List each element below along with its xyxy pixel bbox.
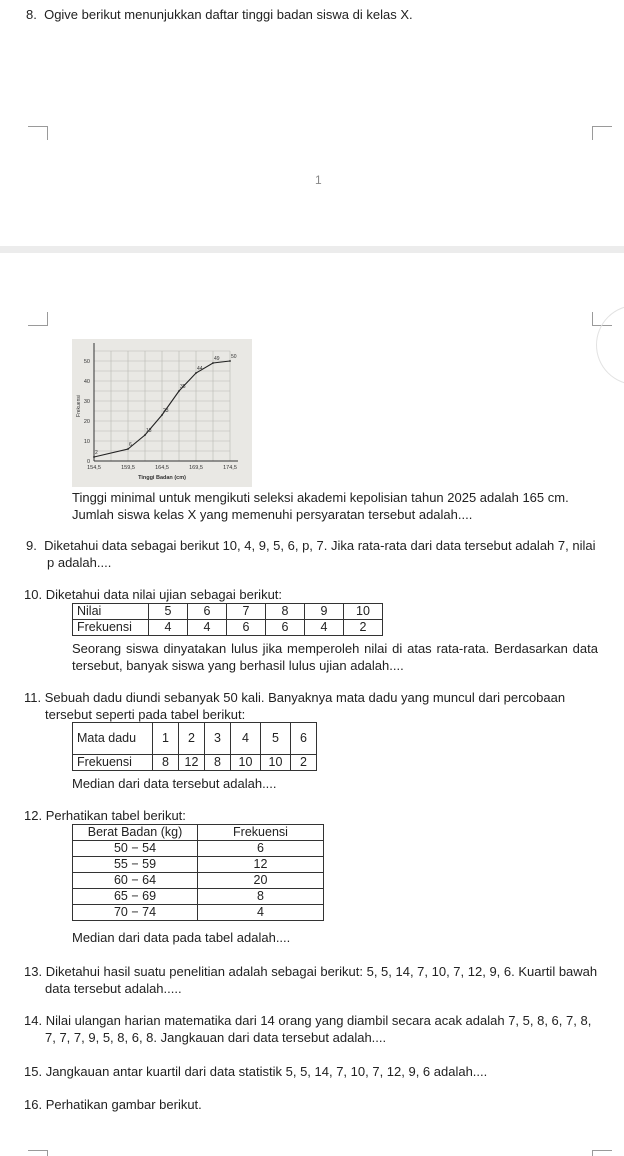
page-corner-mark bbox=[592, 126, 612, 140]
data-point bbox=[229, 360, 231, 362]
data-label: 23 bbox=[163, 408, 169, 414]
table-cell: Frekuensi bbox=[73, 620, 149, 636]
y-tick-label: 50 bbox=[83, 359, 90, 365]
data-label: 35 bbox=[180, 384, 186, 390]
table-cell: 2 bbox=[344, 620, 383, 636]
question-10-after: Seorang siswa dinyatakan lulus jika memperoleh nilai di atas rata-rata. Berdasarkan data tersebut, banyak siswa yang berhasil lulus ujian adalah.... bbox=[72, 641, 598, 673]
table-cell: 5 bbox=[149, 604, 188, 620]
page-corner-mark bbox=[28, 312, 48, 326]
x-tick-label: 169,5 bbox=[189, 465, 203, 471]
table-row bbox=[73, 841, 324, 857]
question-8-continuation: Tinggi minimal untuk mengikuti seleksi akademi kepolisian tahun 2025 adalah 165 cm. Jumlah siswa kelas X yang memenuhi persyaratan tersebut adalah.... bbox=[72, 490, 569, 522]
question-number: 16. bbox=[24, 1097, 43, 1112]
question-11 bbox=[24, 689, 600, 723]
question-text: Diketahui data sebagai berikut 10, 4, 9, 5, 6, p, 7. Jika rata-rata dari data tersebut adalah 7, nilai p adalah.... bbox=[44, 538, 596, 570]
table-cell: 6 bbox=[291, 723, 317, 755]
question-number: 12. bbox=[24, 808, 43, 823]
page-corner-mark bbox=[592, 1150, 612, 1156]
table-cell: Nilai bbox=[73, 604, 149, 620]
table-cell: 12 bbox=[198, 857, 324, 873]
table-cell: 50 − 54 bbox=[73, 841, 198, 857]
data-point bbox=[144, 434, 146, 436]
table-row bbox=[73, 604, 383, 620]
question-text: Jangkauan antar kuartil dari data statistik 5, 5, 14, 7, 10, 7, 12, 9, 6 adalah.... bbox=[45, 1064, 488, 1079]
y-tick-label: 10 bbox=[83, 439, 90, 445]
table-cell: 6 bbox=[227, 620, 266, 636]
question-12 bbox=[24, 807, 598, 824]
table-cell: 70 − 74 bbox=[73, 905, 198, 921]
table-cell: 8 bbox=[205, 755, 231, 771]
question-number: 9. bbox=[26, 538, 37, 553]
question-text: Perhatikan gambar berikut. bbox=[45, 1097, 202, 1112]
table-cell: 4 bbox=[149, 620, 188, 636]
table-cell: 8 bbox=[153, 755, 179, 771]
question-10 bbox=[24, 586, 598, 603]
table-cell: 9 bbox=[305, 604, 344, 620]
table-cell: 1 bbox=[153, 723, 179, 755]
table-row bbox=[73, 723, 317, 755]
table-row bbox=[73, 873, 324, 889]
page-corner-mark bbox=[28, 1150, 48, 1156]
y-tick-label: 30 bbox=[83, 399, 90, 405]
table-header-cell: Berat Badan (kg) bbox=[73, 825, 198, 841]
question-number: 10. bbox=[24, 587, 43, 602]
question-text: Diketahui hasil suatu penelitian adalah sebagai berikut: 5, 5, 14, 7, 10, 7, 12, 9, 6. Kuartil bawah data tersebut adalah..... bbox=[45, 964, 598, 996]
data-label: 2 bbox=[95, 450, 98, 456]
question-number: 8. bbox=[26, 7, 37, 22]
question-12-after: Median dari data pada tabel adalah.... bbox=[72, 930, 291, 945]
page-corner-mark bbox=[28, 126, 48, 140]
dadu-table bbox=[72, 722, 317, 771]
data-point bbox=[178, 390, 180, 392]
data-label: 13 bbox=[146, 428, 152, 434]
question-text: Perhatikan tabel berikut: bbox=[45, 808, 186, 823]
table-cell: 65 − 69 bbox=[73, 889, 198, 905]
table-cell: 12 bbox=[179, 755, 205, 771]
question-15 bbox=[24, 1063, 602, 1080]
ogive-chart-svg bbox=[72, 339, 252, 487]
y-tick-label: 40 bbox=[83, 379, 90, 385]
question-text: Sebuah dadu diundi sebanyak 50 kali. Banyaknya mata dadu yang muncul dari percobaan tersebut seperti pada tabel berikut: bbox=[44, 690, 566, 722]
table-cell: 4 bbox=[198, 905, 324, 921]
question-text: Ogive berikut menunjukkan daftar tinggi badan siswa di kelas X. bbox=[44, 7, 413, 22]
question-14 bbox=[24, 1012, 602, 1046]
question-16 bbox=[24, 1096, 598, 1113]
table-cell: 3 bbox=[205, 723, 231, 755]
table-cell: 7 bbox=[227, 604, 266, 620]
page-number: 1 bbox=[315, 173, 322, 187]
table-cell: 60 − 64 bbox=[73, 873, 198, 889]
y-tick-label: 0 bbox=[86, 459, 90, 465]
x-tick-label: 164,5 bbox=[155, 465, 169, 471]
question-9 bbox=[26, 537, 600, 571]
data-label: 49 bbox=[214, 356, 220, 362]
page-divider bbox=[0, 246, 624, 253]
table-cell: 6 bbox=[198, 841, 324, 857]
question-number: 15. bbox=[24, 1064, 43, 1079]
table-row bbox=[73, 755, 317, 771]
table-row bbox=[73, 857, 324, 873]
table-header-cell: Frekuensi bbox=[198, 825, 324, 841]
question-number: 13. bbox=[24, 964, 43, 979]
table-header-row bbox=[73, 825, 324, 841]
table-cell: 8 bbox=[266, 604, 305, 620]
question-number: 11. bbox=[24, 690, 42, 705]
table-cell: 6 bbox=[266, 620, 305, 636]
data-point bbox=[127, 448, 129, 450]
table-cell: Mata dadu bbox=[73, 723, 153, 755]
x-tick-label: 174,5 bbox=[223, 465, 237, 471]
table-cell: 55 − 59 bbox=[73, 857, 198, 873]
question-text: Diketahui data nilai ujian sebagai berikut: bbox=[45, 587, 283, 602]
data-label: 44 bbox=[197, 366, 203, 372]
question-text: Nilai ulangan harian matematika dari 14 orang yang diambil secara acak adalah 7, 5, 8, 6, 7, 8, 7, 7, 7, 9, 5, 8, 6, 8. Jangkauan dari data tersebut adalah.... bbox=[45, 1013, 592, 1045]
table-cell: 2 bbox=[291, 755, 317, 771]
data-label: 6 bbox=[129, 442, 132, 448]
question-13 bbox=[24, 963, 602, 997]
table-cell: 5 bbox=[261, 723, 291, 755]
table-cell: 6 bbox=[188, 604, 227, 620]
table-cell: 4 bbox=[305, 620, 344, 636]
data-point bbox=[195, 372, 197, 374]
table-cell: 4 bbox=[188, 620, 227, 636]
table-row bbox=[73, 889, 324, 905]
table-cell: 2 bbox=[179, 723, 205, 755]
y-axis-label: Frekuensi bbox=[76, 395, 82, 417]
y-tick-label: 20 bbox=[83, 419, 90, 425]
table-cell: 10 bbox=[231, 755, 261, 771]
question-11-after: Median dari data tersebut adalah.... bbox=[72, 776, 277, 791]
x-tick-label: 159,5 bbox=[121, 465, 135, 471]
data-point bbox=[161, 414, 163, 416]
x-axis-label: Tinggi Badan (cm) bbox=[138, 475, 186, 481]
question-number: 14. bbox=[24, 1013, 43, 1028]
table-row bbox=[73, 905, 324, 921]
data-point bbox=[93, 456, 95, 458]
table-cell: 10 bbox=[261, 755, 291, 771]
x-tick-label: 154,5 bbox=[87, 465, 101, 471]
berat-badan-table bbox=[72, 824, 324, 921]
table-cell: 8 bbox=[198, 889, 324, 905]
data-point bbox=[212, 362, 214, 364]
data-label: 50 bbox=[231, 354, 237, 360]
table-cell: 10 bbox=[344, 604, 383, 620]
table-cell: 4 bbox=[231, 723, 261, 755]
table-cell: 20 bbox=[198, 873, 324, 889]
table-cell: Frekuensi bbox=[73, 755, 153, 771]
ogive-chart bbox=[72, 339, 252, 487]
question-8 bbox=[26, 6, 600, 23]
table-row bbox=[73, 620, 383, 636]
nilai-table bbox=[72, 603, 383, 636]
